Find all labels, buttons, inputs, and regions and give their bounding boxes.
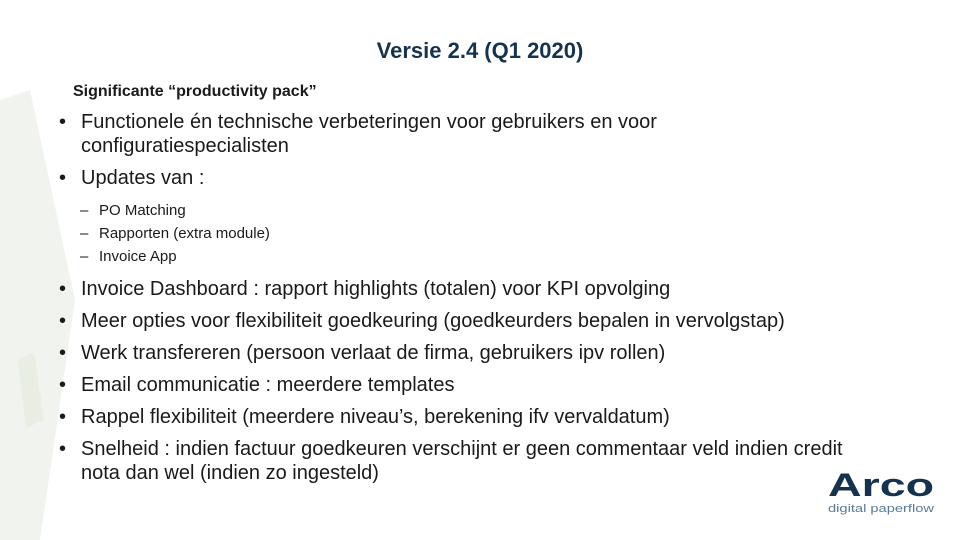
arco-logo <box>826 466 938 516</box>
bullet-item <box>57 110 857 158</box>
sub-bullet-item <box>57 199 857 222</box>
bullet-item <box>57 341 857 365</box>
bullet-dot: • <box>59 438 67 460</box>
sub-bullet-item <box>57 245 857 268</box>
bullet-dot: • <box>59 167 67 189</box>
logo-wordmark: Arco <box>828 467 934 503</box>
bullet-dot: • <box>59 310 67 332</box>
bullet-dot: • <box>59 374 67 396</box>
bullet-text: Invoice Dashboard : rapport highlights (totalen) voor KPI opvolging <box>81 278 671 300</box>
sub-bullet-item <box>57 222 857 245</box>
sub-bullet-list <box>57 199 857 268</box>
sub-bullet-text: Rapporten (extra module) <box>99 225 270 242</box>
sub-bullet-dash: – <box>80 248 89 265</box>
bullet-item <box>57 277 857 301</box>
bullet-dot: • <box>59 406 67 428</box>
bullet-text: Snelheid : indien factuur goedkeuren verschijnt er geen commentaar veld indien credit nota dan wel (indien zo ingesteld) <box>81 438 843 484</box>
sub-bullet-text: Invoice App <box>99 248 177 265</box>
bullet-text: Email communicatie : meerdere templates <box>81 374 455 396</box>
sub-bullet-text: PO Matching <box>99 202 186 219</box>
bullet-text: Werk transfereren (persoon verlaat de firma, gebruikers ipv rollen) <box>81 342 666 364</box>
bullet-item <box>57 373 857 397</box>
slide-subtitle: Significante “productivity pack” <box>73 83 317 100</box>
sub-bullet-dash: – <box>80 202 89 219</box>
bullet-item <box>57 166 857 190</box>
bullet-item <box>57 309 857 333</box>
bullet-item <box>57 405 857 429</box>
logo-tagline: digital paperflow <box>828 503 935 515</box>
bullet-text: Functionele én technische verbeteringen voor gebruikers en voor configuratiespecialisten <box>81 111 657 157</box>
bullet-dot: • <box>59 278 67 300</box>
bullet-dot: • <box>59 342 67 364</box>
bullet-text: Updates van : <box>81 167 205 189</box>
bullet-dot: • <box>59 111 67 133</box>
sub-bullet-dash: – <box>80 225 89 242</box>
bullet-text: Rappel flexibiliteit (meerdere niveau’s, berekening ifv vervaldatum) <box>81 406 670 428</box>
slide-title: Versie 2.4 (Q1 2020) <box>376 38 584 63</box>
bullet-list <box>57 110 857 485</box>
bullet-item <box>57 437 857 485</box>
bullet-text: Meer opties voor flexibiliteit goedkeuring (goedkeurders bepalen in vervolgstap) <box>81 310 785 332</box>
